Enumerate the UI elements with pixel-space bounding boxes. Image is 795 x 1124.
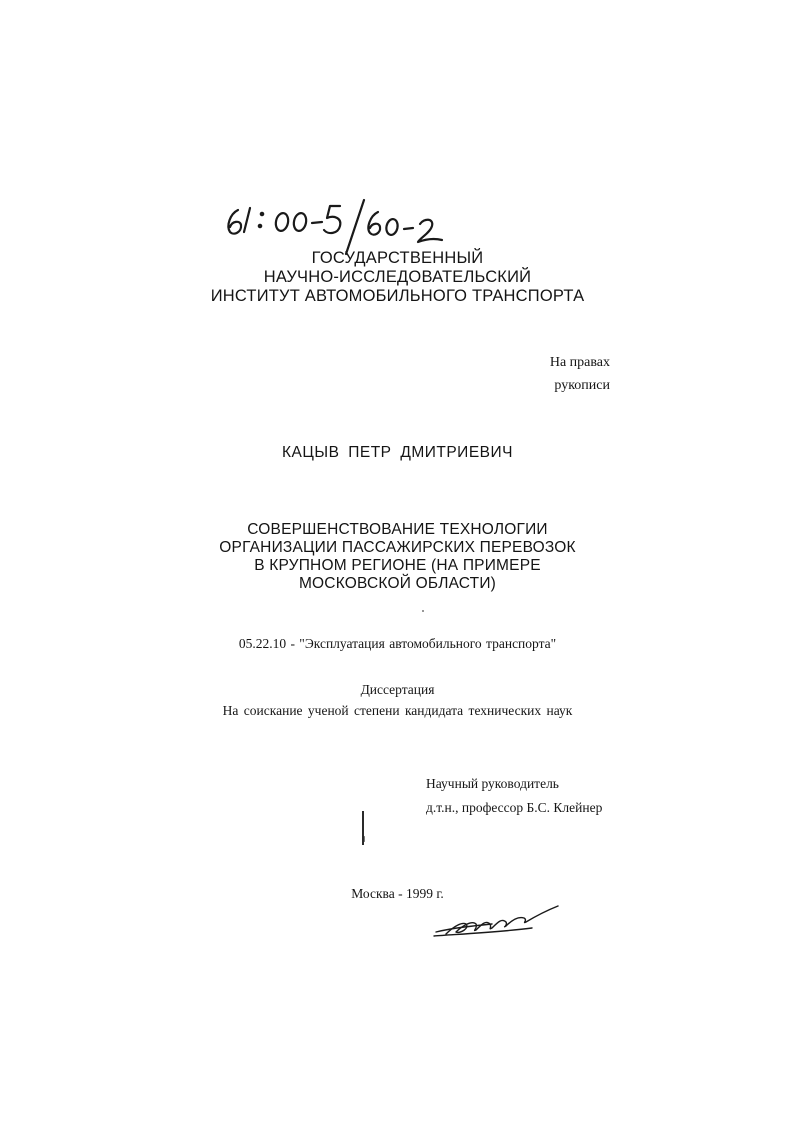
rights-line-1: На правах bbox=[549, 355, 610, 370]
title-line-1: СОВЕРШЕНСТВОВАНИЕ ТЕХНОЛОГИИ bbox=[247, 521, 548, 538]
manuscript-rights-note bbox=[520, 351, 610, 397]
scan-speck bbox=[364, 836, 365, 842]
specialty-code: 05.22.10 - "Эксплуатация автомобильного транспорта" bbox=[238, 636, 557, 651]
handwritten-signature bbox=[432, 898, 562, 942]
institute-line-1: ГОСУДАРСТВЕННЫЙ bbox=[311, 249, 484, 267]
city-year: Москва - 1999 г. bbox=[351, 886, 444, 901]
institute-line-2: НАУЧНО-ИССЛЕДОВАТЕЛЬСКИЙ bbox=[263, 268, 532, 286]
dissertation-title bbox=[0, 521, 795, 593]
institute-line-3: ИНСТИТУТ АВТОМОБИЛЬНОГО ТРАНСПОРТА bbox=[210, 287, 585, 305]
document-type: Диссертация bbox=[360, 682, 435, 697]
supervisor-block bbox=[426, 772, 602, 820]
author-name: КАЦЫВ ПЕТР ДМИТРИЕВИЧ bbox=[282, 444, 513, 461]
handwritten-catalog-code bbox=[222, 196, 452, 256]
institute-name bbox=[0, 249, 795, 306]
title-line-2: ОРГАНИЗАЦИИ ПАССАЖИРСКИХ ПЕРЕВОЗОК bbox=[219, 539, 576, 556]
scan-speck bbox=[422, 610, 424, 612]
rights-line-2: рукописи bbox=[554, 378, 610, 393]
title-line-3: В КРУПНОМ РЕГИОНЕ (НА ПРИМЕРЕ bbox=[254, 557, 541, 574]
degree-sought: На соискание ученой степени кандидата технических наук bbox=[222, 703, 573, 718]
supervisor-role: Научный руководитель bbox=[426, 776, 559, 791]
title-line-4: МОСКОВСКОЙ ОБЛАСТИ) bbox=[298, 575, 497, 592]
supervisor-name: д.т.н., профессор Б.С. Клейнер bbox=[426, 800, 603, 815]
